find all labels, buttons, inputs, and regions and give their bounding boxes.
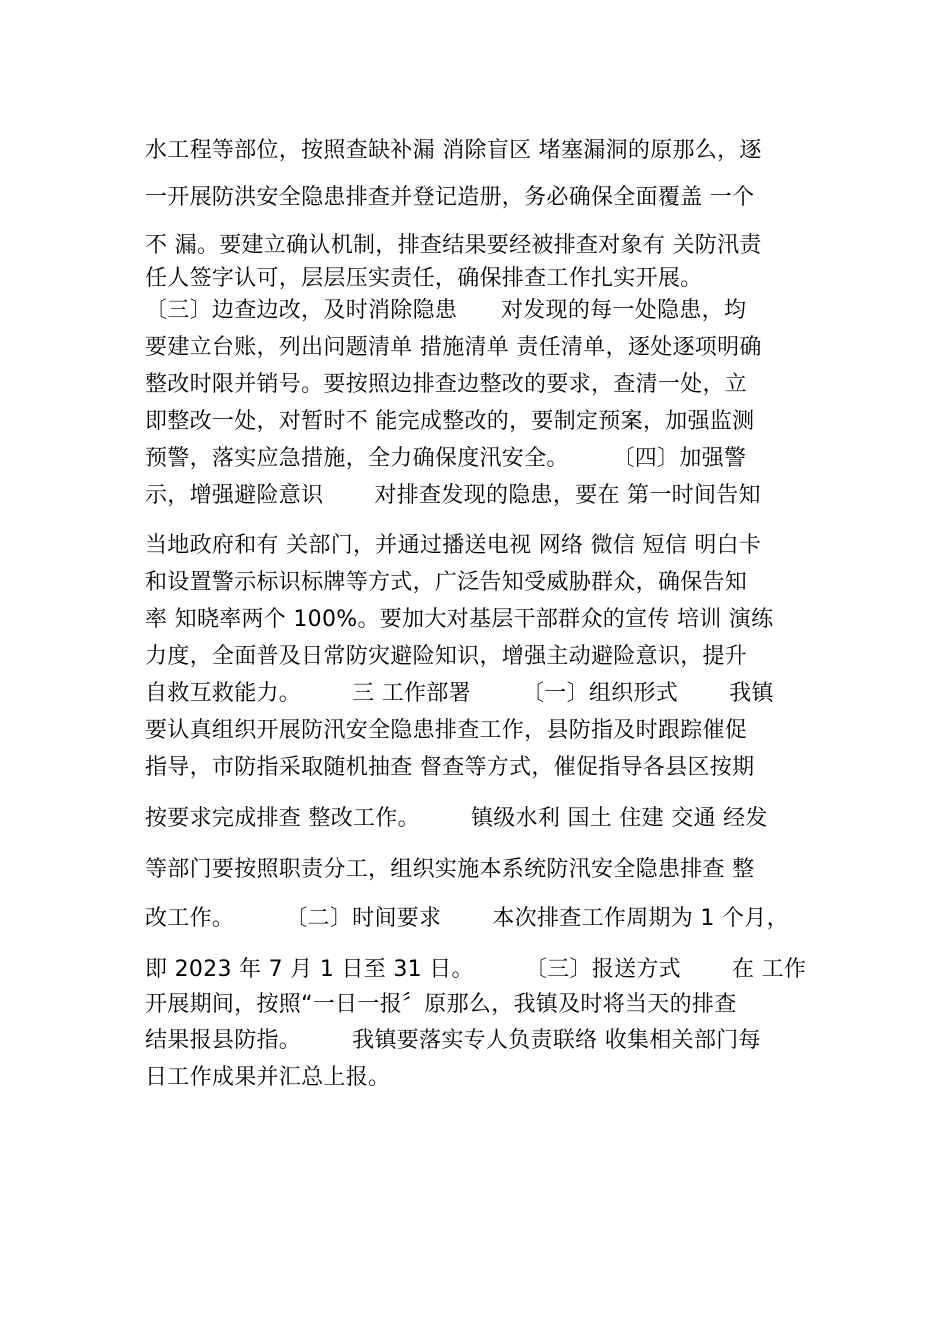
text-line: 当地政府和有 关部门，并通过播送电视 网络 微信 短信 明白卡 [145, 533, 762, 558]
text-line: 等部门要按照职责分工，组织实施本系统防汛安全隐患排查 整 [145, 857, 755, 882]
text-line: 示，增强避险意识 对排查发现的隐患，要在 第一时间告知 [145, 483, 761, 508]
text-line: 率 知晓率两个 100%。要加大对基层干部群众的宣传 培训 演练 [145, 607, 774, 632]
text-line: 结果报县防指。 我镇要落实专人负责联络 收集相关部门每 [145, 1028, 761, 1053]
text-line: 和设置警示标识标牌等方式，广泛告知受威胁群众，确保告知 [145, 570, 748, 595]
text-line: 即整改一处，对暂时不 能完成整改的，要制定预案，加强监测 [145, 409, 755, 434]
text-line: 按要求完成排查 整改工作。 镇级水利 国土 住建 交通 经发 [145, 806, 768, 831]
text-line: 力度，全面普及日常防灾避险知识，增强主动避险意识，提升 [145, 644, 748, 669]
text-line: 开展期间，按照“一日一报〞原那么，我镇及时将当天的排查 [145, 992, 737, 1017]
text-line: 水工程等部位，按照查缺补漏 消除盲区 堵塞漏洞的原那么，逐 [145, 138, 762, 163]
text-line: 〔三〕边查边改，及时消除隐患 对发现的每一处隐患，均 [145, 298, 747, 323]
text-line: 即 2023 年 7 月 1 日至 31 日。 〔三〕报送方式 在 工作 [145, 957, 807, 982]
text-line: 任人签字认可，层层压实责任，确保排查工作扎实开展。 [145, 266, 703, 291]
text-line: 不 漏。要建立确认机制，排查结果要经被排查对象有 关防汛责 [145, 233, 762, 258]
text-line: 指导，市防指采取随机抽查 督查等方式，催促指导各县区按期 [145, 755, 755, 780]
text-line: 一开展防洪安全隐患排查并登记造册，务必确保全面覆盖 一个 [145, 185, 755, 210]
text-line: 要认真组织开展防汛安全隐患排查工作，县防指及时跟踪催促 [145, 718, 748, 743]
text-line: 整改时限并销号。要按照边排查边整改的要求，查清一处，立 [145, 372, 748, 397]
text-line: 要建立台账，列出问题清单 措施清单 责任清单，逐处逐项明确 [145, 335, 762, 360]
text-line: 自救互救能力。 三 工作部署 〔一〕组织形式 我镇 [145, 681, 774, 706]
text-line: 日工作成果并汇总上报。 [145, 1065, 391, 1090]
text-line: 改工作。 〔二〕时间要求 本次排查工作周期为 1 个月， [145, 906, 789, 931]
text-line: 预警，落实应急措施，全力确保度汛安全。 〔四〕加强警 [145, 446, 747, 471]
